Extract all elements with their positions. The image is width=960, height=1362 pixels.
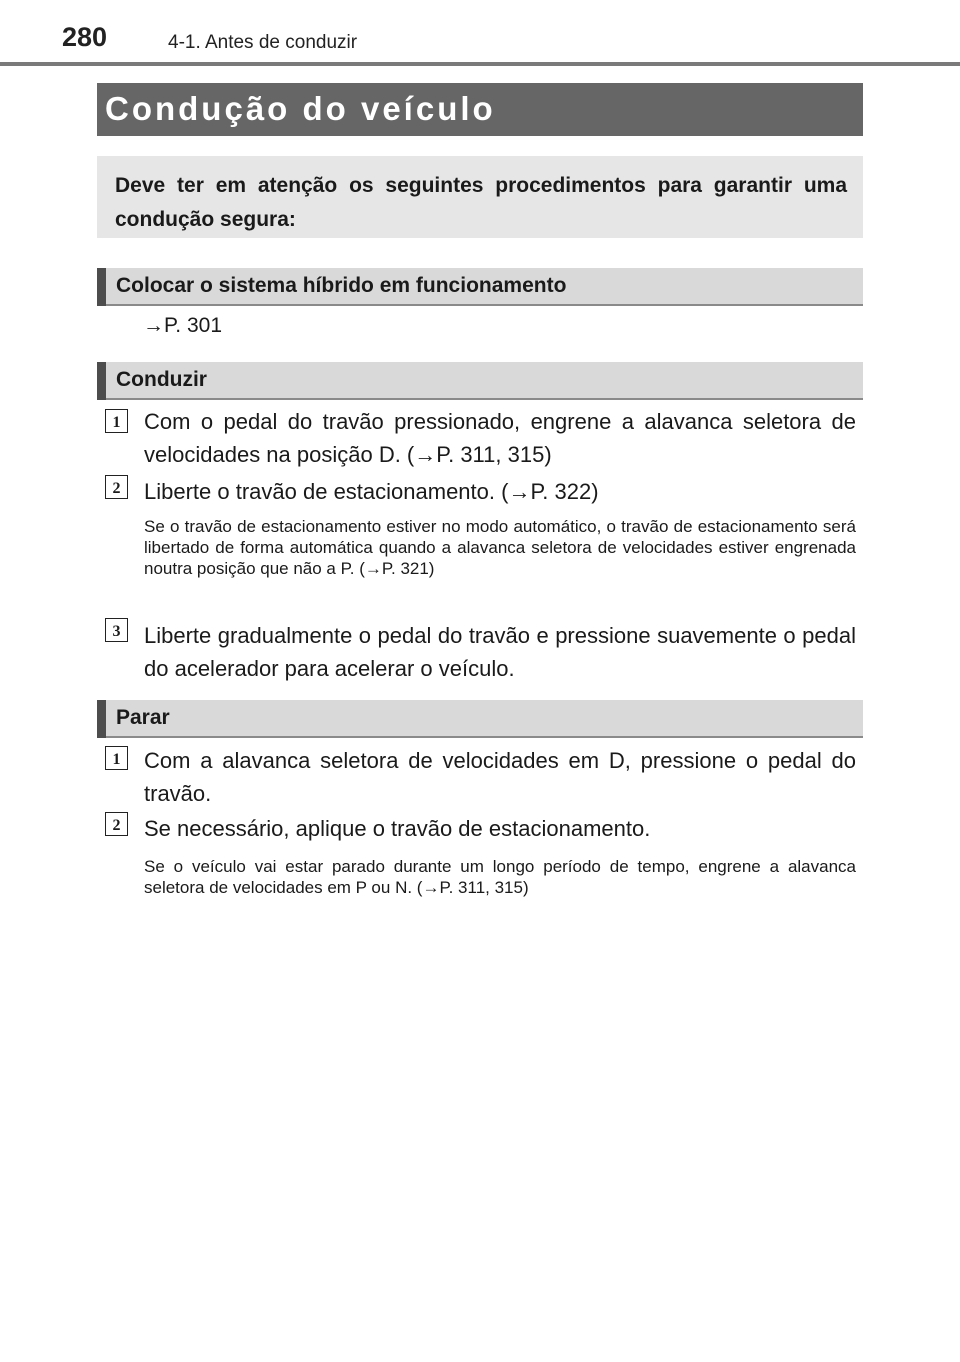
step-note: Se o veículo vai estar parado durante um longo período de tempo, engrene a alavanca seletora de velocidades em P ou N. (→P. 311, 315) xyxy=(144,857,856,897)
subheading-stop xyxy=(97,700,863,738)
step-text: Com a alavanca seletora de velocidades em D, pressione o pedal do travão. xyxy=(144,748,856,806)
intro-text: Deve ter em atenção os seguintes procedimentos para garantir uma condução segura: xyxy=(115,174,847,231)
step-number-badge: 1 xyxy=(105,746,128,770)
step-text: Se necessário, aplique o travão de estacionamento. xyxy=(144,816,651,841)
step-note: Se o travão de estacionamento estiver no modo automático, o travão de estacionamento será libertado de forma automática quando a alavanca seletora de velocidades estiver engrenada noutra posição que não a P. (→P. 321) xyxy=(144,517,856,578)
step-text: Liberte o travão de estacionamento. (→P. 322) xyxy=(144,479,599,504)
step-number-badge: 2 xyxy=(105,475,128,499)
page-header xyxy=(0,0,960,66)
page-number: 280 xyxy=(62,22,108,52)
intro-box xyxy=(97,156,863,238)
subheading-label: Parar xyxy=(116,706,170,729)
page-title: Condução do veículo xyxy=(105,90,496,127)
section-heading: 4-1. Antes de conduzir xyxy=(168,32,358,53)
subheading-label: Conduzir xyxy=(116,368,207,391)
step-number-badge: 3 xyxy=(105,618,128,642)
subheading-label: Colocar o sistema híbrido em funcionamento xyxy=(116,274,567,297)
subheading-drive xyxy=(97,362,863,400)
step-text: Liberte gradualmente o pedal do travão e pressione suavemente o pedal do acelerador para acelerar o veículo. xyxy=(144,623,856,681)
step-number-badge: 2 xyxy=(105,812,128,836)
step-text: Com o pedal do travão pressionado, engrene a alavanca seletora de velocidades na posição D. (→P. 311, 315) xyxy=(144,409,856,467)
title-band xyxy=(97,83,863,136)
header-rule xyxy=(0,62,960,66)
page-reference-link[interactable]: →P. 301 xyxy=(143,314,223,337)
step-number-badge: 1 xyxy=(105,409,128,433)
subheading-start-system xyxy=(97,268,863,306)
